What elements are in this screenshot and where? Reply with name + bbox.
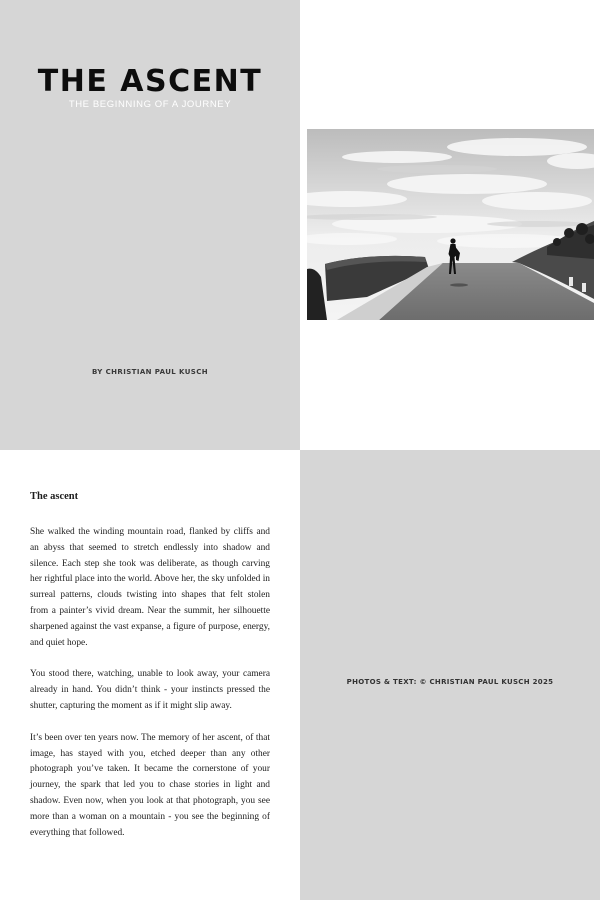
story-paragraph: You stood there, watching, unable to look away, your camera already in hand. You didn’t think - your instincts pressed the shutter, capturing the moment as if it might slip away.: [30, 669, 270, 711]
story-paragraph: It’s been over ten years now. The memory of her ascent, of that image, has stayed with you, etched deeper than any other photograph you’ve taken. It became the cornerstone of your journey, the spark that led you to chase stories in light and shadow. Even now, when you look at that photograph, you see more than a woman on a mountain - you see the beginning of everything that followed.: [30, 732, 270, 838]
cover-author: BY CHRISTIAN PAUL KUSCH: [91, 368, 209, 376]
story-page: [0, 450, 300, 900]
photo-page: [300, 0, 600, 450]
story-paragraph: She walked the winding mountain road, flanked by cliffs and an abyss that seemed to stretch endlessly into shadow and silence. Each step she took was deliberate, as though carving her rightful place into the world. Above her, the sky unfolded in surreal patterns, clouds twisting into shapes that felt stolen from a painter’s vivid dream. Near the summit, her silhouette sharpened against the vast expanse, a figure of purpose, energy, and quiet hope.: [30, 527, 270, 648]
story-title: The ascent: [30, 491, 79, 502]
photo-illustration: [307, 129, 594, 320]
credits-page: [300, 450, 600, 900]
cover-subtitle: THE BEGINNING OF A JOURNEY: [68, 99, 232, 110]
cover-title: THE ASCENT: [37, 64, 263, 99]
mountain-road-photo: [307, 129, 594, 320]
cover-page: [0, 0, 300, 450]
credits-text: PHOTOS & TEXT: © CHRISTIAN PAUL KUSCH 2025: [346, 678, 554, 686]
